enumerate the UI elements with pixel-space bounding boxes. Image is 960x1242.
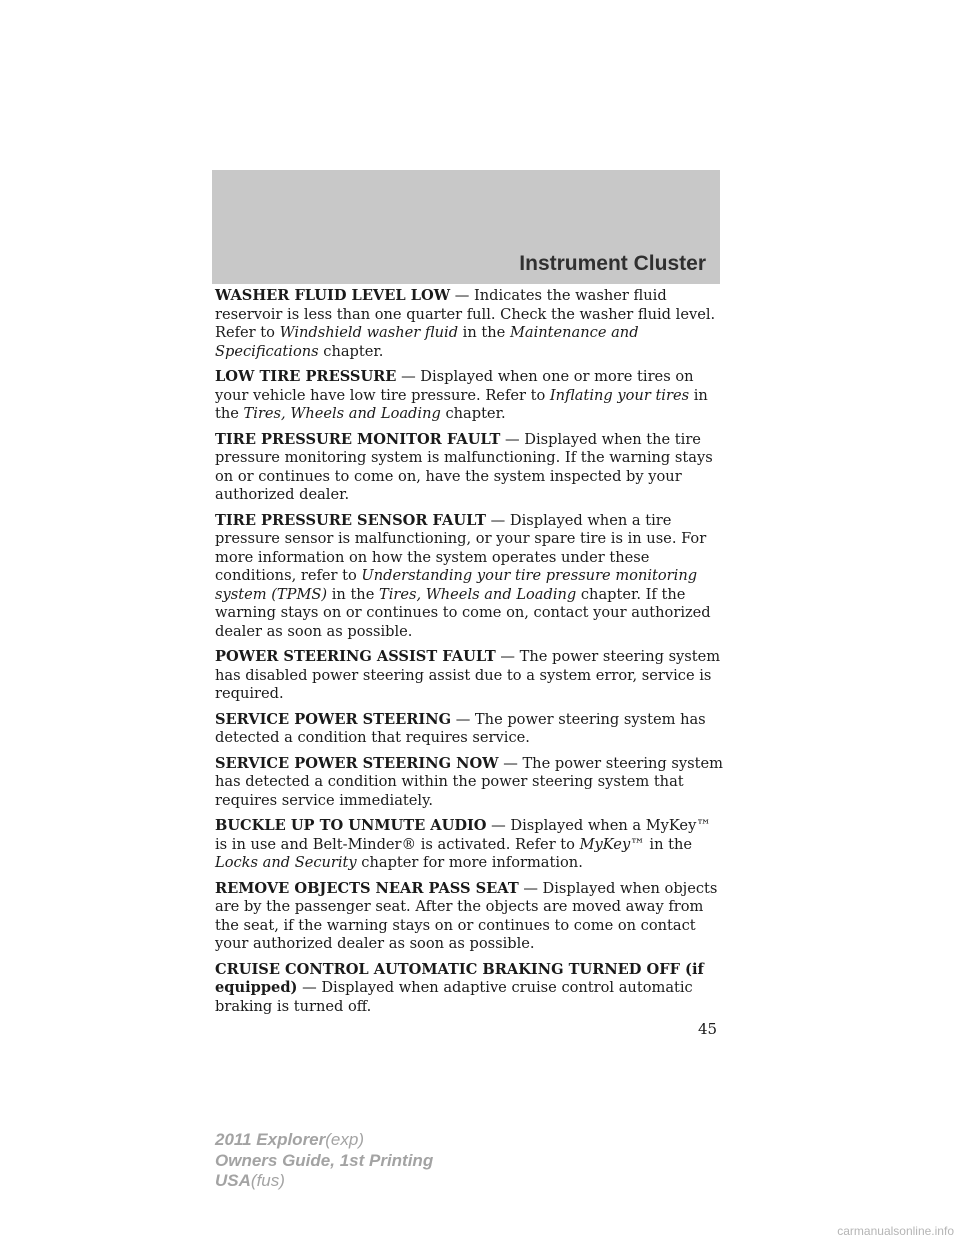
entry-text: — Displayed when the tire pressure monitoring system is malfunctioning. If the warning stays on or continues to come on, have the system inspected by your authorized dealer. bbox=[215, 430, 713, 503]
document-footer bbox=[215, 1130, 433, 1192]
entry-text: in the bbox=[458, 324, 510, 341]
reference-link: Inflating your tires bbox=[549, 386, 690, 404]
reference-link: Understanding your tire pressure monitoring system (TPMS) bbox=[215, 567, 698, 603]
entry-service-power-steering bbox=[215, 711, 725, 748]
chapter-reference: Maintenance and Specifications bbox=[215, 324, 639, 360]
entry-term: WASHER FLUID LEVEL LOW bbox=[215, 287, 451, 304]
entry-text: — Displayed when objects are by the passenger seat. After the objects are moved away from the seat, if the warning stays on or continues to come on contact your authorized dealer as soon as possible. bbox=[215, 879, 718, 952]
chapter-reference: Locks and Security bbox=[215, 854, 357, 871]
page-number: 45 bbox=[698, 1020, 718, 1038]
entry-term: CRUISE CONTROL AUTOMATIC BRAKING TURNED OFF (if equipped) bbox=[215, 960, 704, 996]
entry-term: REMOVE OBJECTS NEAR PASS SEAT bbox=[215, 879, 519, 897]
entry-term: BUCKLE UP TO UNMUTE AUDIO bbox=[215, 817, 487, 834]
entry-washer-fluid-level-low bbox=[215, 287, 725, 361]
entry-cruise-control-automatic-braking-off bbox=[215, 961, 725, 1017]
reference-link: MyKey™ bbox=[579, 835, 645, 853]
footer-model: 2011 Explorer bbox=[215, 1130, 326, 1149]
entry-text: chapter. bbox=[440, 405, 506, 422]
entry-low-tire-pressure bbox=[215, 368, 725, 424]
chapter-reference: Tires, Wheels and Loading bbox=[243, 405, 441, 422]
entry-text: — Displayed when a tire pressure sensor is malfunctioning, or your spare tire is in use. For more information on how the system operates under these conditions, refer to bbox=[215, 511, 707, 584]
source-watermark: carmanualsonline.info bbox=[837, 1224, 954, 1238]
entry-text: — Displayed when a MyKey™ is in use and Belt-Minder® is activated. Refer to bbox=[215, 817, 711, 853]
warning-message-list bbox=[215, 287, 725, 1023]
entry-tire-pressure-sensor-fault bbox=[215, 512, 725, 642]
entry-text: in the bbox=[644, 835, 693, 853]
chapter-header-band bbox=[212, 170, 720, 284]
entry-text: — Displayed when adaptive cruise control automatic braking is turned off. bbox=[215, 979, 693, 1015]
footer-model-line bbox=[215, 1130, 433, 1151]
chapter-reference: Tires, Wheels and Loading bbox=[378, 585, 577, 603]
entry-remove-objects-near-pass-seat bbox=[215, 880, 725, 954]
entry-buckle-up-to-unmute-audio bbox=[215, 817, 725, 873]
footer-market-line bbox=[215, 1171, 433, 1192]
entry-term: SERVICE POWER STEERING bbox=[215, 710, 452, 728]
entry-text: — The power steering system has disabled power steering assist due to a system error, service is required. bbox=[215, 648, 721, 702]
entry-text: chapter. bbox=[318, 342, 384, 360]
footer-model-code: (exp) bbox=[325, 1130, 364, 1149]
entry-tire-pressure-monitor-fault bbox=[215, 431, 725, 505]
entry-service-power-steering-now bbox=[215, 755, 725, 811]
entry-term: TIRE PRESSURE MONITOR FAULT bbox=[215, 430, 501, 448]
entry-text: — The power steering system has detected a condition within the power steering system that requires service immediately. bbox=[215, 754, 723, 809]
footer-market: USA bbox=[215, 1171, 251, 1190]
entry-text: — The power steering system has detected a condition that requires service. bbox=[215, 710, 706, 746]
entry-term: TIRE PRESSURE SENSOR FAULT bbox=[215, 511, 487, 529]
entry-text: in the bbox=[327, 585, 379, 603]
entry-text: in the bbox=[215, 386, 708, 422]
footer-market-code: (fus) bbox=[250, 1171, 285, 1190]
entry-term: POWER STEERING ASSIST FAULT bbox=[215, 648, 496, 665]
entry-power-steering-assist-fault bbox=[215, 648, 725, 704]
entry-text: chapter for more information. bbox=[356, 854, 583, 871]
entry-term: LOW TIRE PRESSURE bbox=[215, 368, 397, 385]
footer-guide-line: Owners Guide, 1st Printing bbox=[215, 1150, 434, 1170]
entry-text: chapter. If the warning stays on or continues to come on, contact your authorized dealer as soon as possible. bbox=[215, 585, 711, 640]
entry-text: — Indicates the washer fluid reservoir is less than one quarter full. Check the washer fluid level. Refer to bbox=[215, 287, 716, 341]
entry-term: SERVICE POWER STEERING NOW bbox=[215, 754, 499, 772]
chapter-title: Instrument Cluster bbox=[519, 252, 706, 275]
reference-link: Windshield washer fluid bbox=[279, 324, 459, 341]
entry-text: — Displayed when one or more tires on your vehicle have low tire pressure. Refer to bbox=[215, 368, 694, 404]
